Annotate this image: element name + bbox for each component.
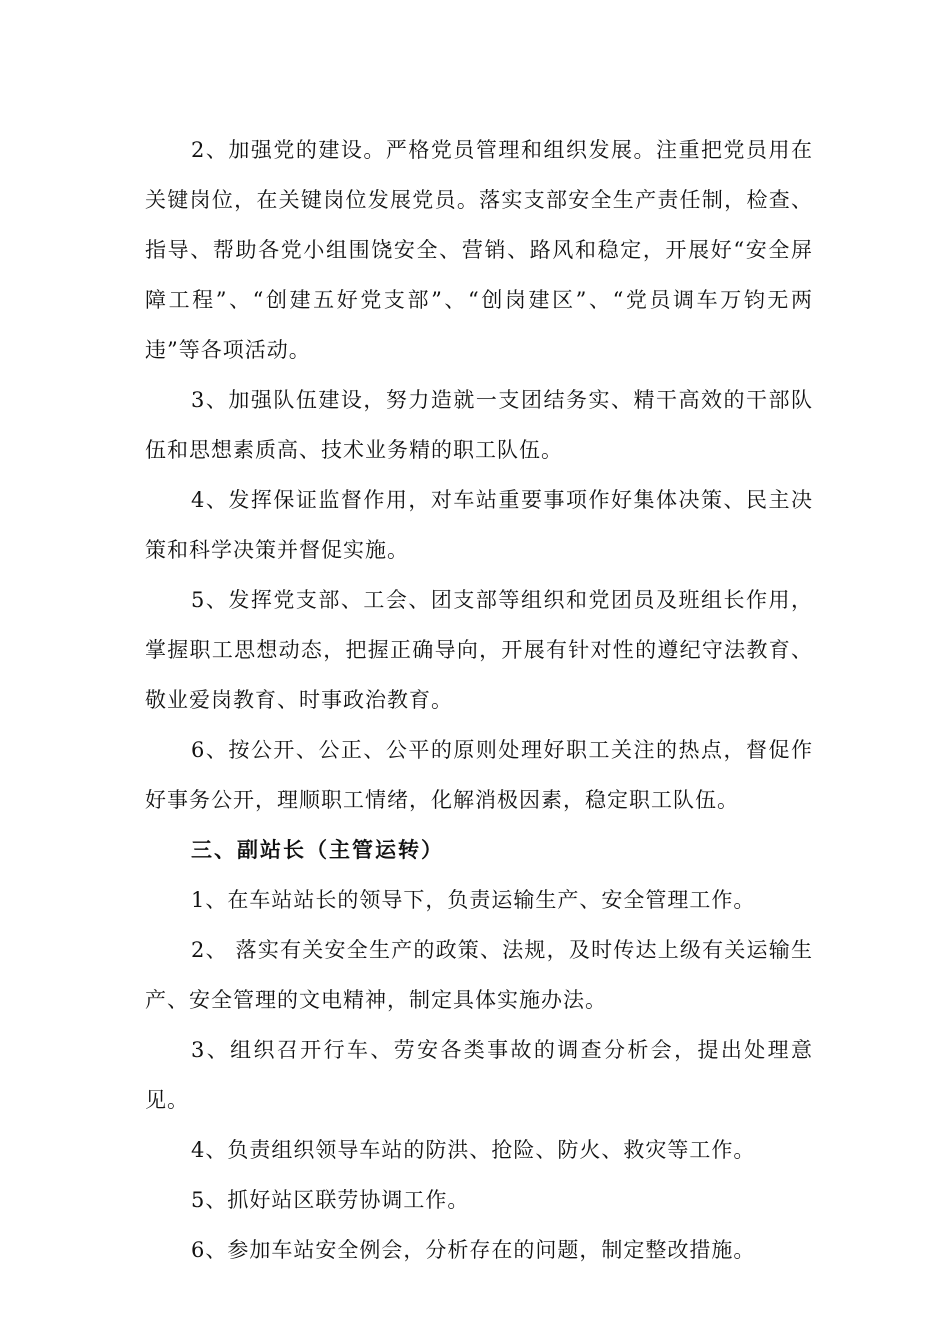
section-item-1: 1、在车站站长的领导下，负责运输生产、安全管理工作。	[191, 888, 756, 912]
paragraph-organizations: 5、发挥党支部、工会、团支部等组织和党团员及班组长作用，掌握职工思想动态，把握正确导向，开展有针对性的遵纪守法教育、敬业爱岗教育、时事政治教育。	[145, 588, 813, 712]
paragraph-supervision: 4、发挥保证监督作用，对车站重要事项作好集体决策、民主决策和科学决策并督促实施。	[145, 488, 813, 562]
section-item-3: 3、组织召开行车、劳安各类事故的调查分析会，提出处理意见。	[145, 1038, 813, 1112]
paragraph-openness: 6、按公开、公正、公平的原则处理好职工关注的热点，督促作好事务公开，理顺职工情绪，化解消极因素，稳定职工队伍。	[145, 738, 813, 812]
section-item-2: 2、 落实有关安全生产的政策、法规，及时传达上级有关运输生产、安全管理的文电精神，制定具体实施办法。	[145, 938, 813, 1012]
paragraph-party-building: 2、加强党的建设。严格党员管理和组织发展。注重把党员用在关键岗位，在关键岗位发展党员。落实支部安全生产责任制，检查、指导、帮助各党小组围饶安全、营销、路风和稳定，开展好“安全屏障工程”、“创建五好党支部”、“创岗建区”、“党员调车万钧无两违”等各项活动。	[145, 138, 813, 362]
section-item-4: 4、负责组织领导车站的防洪、抢险、防火、救灾等工作。	[191, 1138, 756, 1162]
section-item-5: 5、抓好站区联劳协调工作。	[191, 1188, 470, 1212]
section-heading: 三、副站长（主管运转）	[191, 838, 444, 862]
document-body	[145, 125, 813, 1275]
paragraph-team-building: 3、加强队伍建设，努力造就一支团结务实、精干高效的干部队伍和思想素质高、技术业务精的职工队伍。	[145, 388, 813, 462]
section-item-6: 6、参加车站安全例会，分析存在的问题，制定整改措施。	[191, 1238, 756, 1262]
